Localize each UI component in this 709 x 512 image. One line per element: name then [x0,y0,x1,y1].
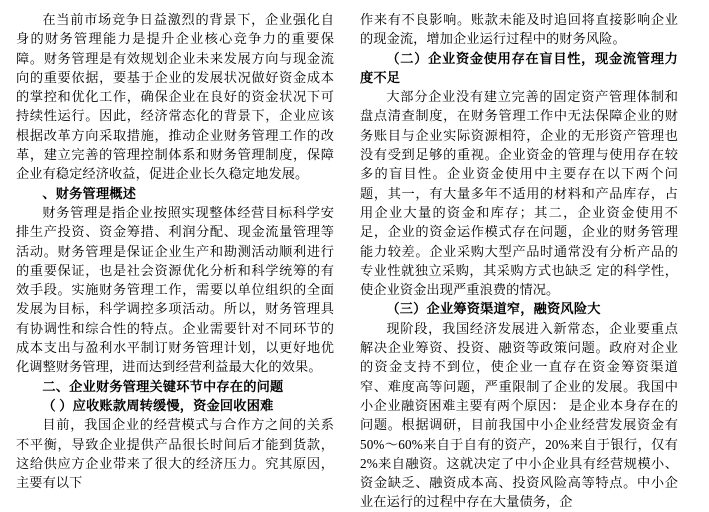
paragraph: 在当前市场竞争日益激烈的背景下，企业强化自身的财务管理能力是提升企业核心竞争力的重要保障。财务管理是有效规划企业未来发展方向与现金流向的重要依据，要基于企业的发展状况做好资金成本的掌控和优化工作，确保企业在良好的资金状况下可持续性运行。因此，经济常态化的背景下，企业应该根据改革方向采取措施，推动企业财务管理工作的改革，建立完善的管理控制体系和财务管理制度，保障企业有稳定经济收益，促进企业长久稳定地发展。 [16,12,334,182]
section-heading: 、财务管理概述 [42,185,137,201]
left-column [16,10,334,498]
subsection-heading: （三）企业筹资渠道窄，融资风险大 [386,301,601,317]
paragraph-continued: 作来有不良影响。账款未能及时追回将直接影响企业的现金流，增加企业运行过程中的财务风险。 [360,12,678,47]
subsection-heading: （ ）应收账款周转缓慢，资金回收困难 [42,397,274,413]
paragraph: 目前，我国企业的经营模式与合作方之间的关系不平衡，导致企业提供产品很长时间后才能到货款，这给供应方企业带来了很大的经济压力。究其原因，主要有以下 [16,417,334,491]
paragraph: 大部分企业没有建立完善的固定资产管理体制和盘点清查制度，在财务管理工作中无法保障企业的财务账目与企业实际资源相符，企业的无形资产管理也没有受到足够的重视。企业资金的管理与使用存在较多的盲目性。企业资金使用中主要存在以下两个问题，其一，有大量多年不适用的材料和产品库存，占用企业大量的资金和库存；其二，企业资金使用不足，企业的资金运作模式存在问题，企业的财务管理能力较差。企业采购大型产品时通常没有分析产品的专业性就独立采购，其采购方式也缺乏 定的科学性，使企业资金出现严重浪费的情况。 [360,89,678,298]
section-heading: 二、企业财务管理关键环节中存在的问题 [42,378,284,394]
right-column [360,10,678,510]
paragraph: 现阶段，我国经济发展进入新常态，企业要重点解决企业筹资、投资、融资等政策问题。政府对企业的资金支持不到位，使企业一直存在资金筹资渠道窄、难度高等问题，严重限制了企业的发展。我国中小企业融资困难主要有两个原因： 是企业本身存在的问题。根据调研，目前我国中小企业经营发展资金有 50%～60%来自于自有的资产，20%来自于银行，仅有 2%来自融资。这就决定了中小企业具有经营规模小、资金缺乏、融资成本高、投资风险高等特点。中小企业在运行的过程中存在大量债务，企 [360,320,678,510]
paragraph: 财务管理是指企业按照实现整体经营目标科学安排生产投资、资金筹措、利润分配、现金流量管理等活动。财务管理是保证企业生产和勘测活动顺利进行的重要保证，也是社会资源优化分析和科学统筹的有效手段。实施财务管理工作，需要以单位组织的全面发展为目标，科学调控多项活动。所以，财务管理具有协调性和综合性的特点。企业需要针对不同环节的成本支出与盈利水平制订财务管理计划，以更好地优化调整财务管理，进而达到经营利益最大化的效果。 [16,204,334,375]
subsection-heading: （二）企业资金使用存在盲目性，现金流管理力度不足 [360,50,678,85]
